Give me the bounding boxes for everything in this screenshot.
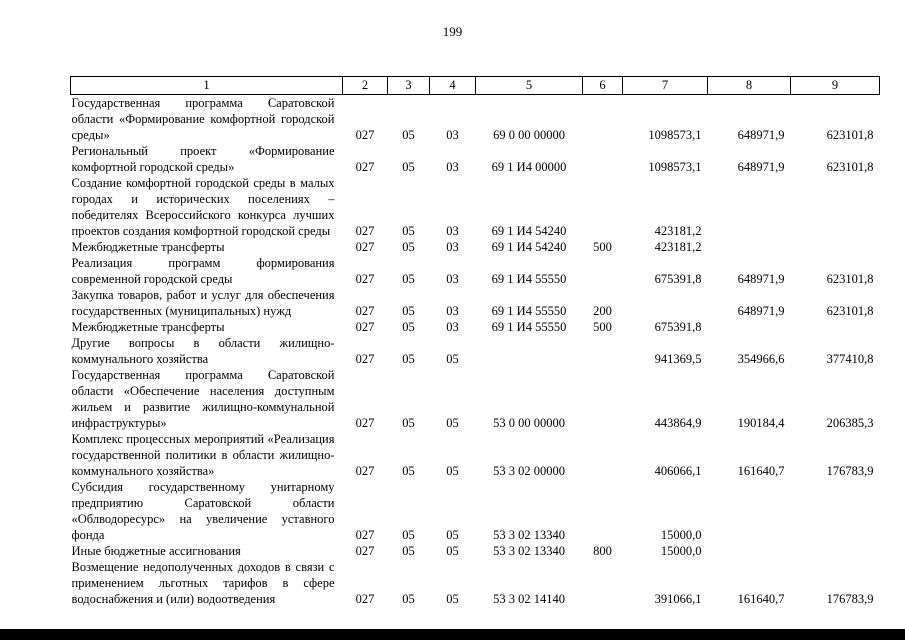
cell-col-7: 423181,2 bbox=[654, 224, 702, 238]
cell-col-4: 03 bbox=[446, 304, 459, 318]
cell-col-3: 05 bbox=[402, 416, 415, 430]
page-number: 199 bbox=[442, 24, 463, 39]
table-row bbox=[71, 239, 880, 255]
cell-col-6 bbox=[583, 367, 623, 431]
cell-col-7: 1098573,1 bbox=[648, 128, 702, 142]
cell-program-name: Государственная программа Саратовской области «Формирование комфортной городской среды» bbox=[71, 96, 335, 142]
cell-col-2: 027 bbox=[355, 224, 375, 238]
cell-col-9 bbox=[791, 543, 880, 559]
budget-table-header bbox=[71, 77, 880, 95]
table-row bbox=[71, 319, 880, 335]
cell-col-4: 03 bbox=[446, 240, 459, 254]
cell-col-4: 05 bbox=[446, 352, 459, 366]
cell-program-name: Реализация программ формирования современной городской среды bbox=[71, 256, 335, 286]
cell-col-3: 05 bbox=[402, 592, 415, 606]
cell-col-9: 623101,8 bbox=[826, 272, 874, 286]
cell-program-name: Межбюджетные трансферты bbox=[71, 240, 225, 254]
budget-table bbox=[70, 76, 880, 607]
cell-col-4: 05 bbox=[446, 464, 459, 478]
cell-col-4: 03 bbox=[446, 128, 459, 142]
cell-col-8: 648971,9 bbox=[737, 272, 785, 286]
cell-program-name: Возмещение недополученных доходов в связи с применением льготных тарифов в сфере водоснабжения и (или) водоотведения bbox=[71, 560, 335, 606]
column-header-4: 4 bbox=[430, 77, 476, 95]
table-row bbox=[71, 255, 880, 287]
cell-col-3: 05 bbox=[402, 352, 415, 366]
cell-col-9: 623101,8 bbox=[826, 128, 874, 142]
cell-col-5: 69 1 И4 54240 bbox=[491, 240, 567, 254]
cell-col-2: 027 bbox=[355, 464, 375, 478]
cell-col-2: 027 bbox=[355, 544, 375, 558]
column-header-9: 9 bbox=[791, 77, 880, 95]
cell-col-8 bbox=[708, 319, 791, 335]
table-row bbox=[71, 559, 880, 607]
cell-col-5: 53 3 02 13340 bbox=[493, 544, 565, 558]
table-row bbox=[71, 143, 880, 175]
cell-col-7: 1098573,1 bbox=[648, 160, 702, 174]
cell-col-7 bbox=[623, 287, 708, 319]
cell-col-4: 05 bbox=[446, 592, 459, 606]
cell-col-6 bbox=[583, 431, 623, 479]
cell-col-9 bbox=[791, 479, 880, 543]
cell-col-9: 623101,8 bbox=[826, 160, 874, 174]
cell-col-8 bbox=[708, 175, 791, 239]
cell-col-3: 05 bbox=[402, 128, 415, 142]
cell-col-8 bbox=[708, 479, 791, 543]
cell-col-3: 05 bbox=[402, 272, 415, 286]
cell-col-2: 027 bbox=[355, 160, 375, 174]
cell-col-6 bbox=[583, 143, 623, 175]
cell-col-3: 05 bbox=[402, 304, 415, 318]
table-row bbox=[71, 479, 880, 543]
cell-col-7: 675391,8 bbox=[654, 272, 702, 286]
cell-col-3: 05 bbox=[402, 320, 415, 334]
cell-program-name: Другие вопросы в области жилищно-коммунального хозяйства bbox=[71, 336, 335, 366]
cell-col-5: 69 1 И4 00000 bbox=[491, 160, 567, 174]
window-bottom-edge bbox=[0, 629, 905, 640]
cell-col-4: 05 bbox=[446, 528, 459, 542]
header-row bbox=[71, 77, 880, 95]
cell-col-6: 800 bbox=[593, 544, 612, 558]
cell-col-8: 354966,6 bbox=[737, 352, 785, 366]
cell-col-5: 69 1 И4 55550 bbox=[491, 304, 567, 318]
cell-col-2: 027 bbox=[355, 304, 375, 318]
cell-program-name: Создание комфортной городской среды в малых городах и исторических поселениях – победителях Всероссийского конкурса лучших проектов создания комфортной городской среды bbox=[71, 176, 335, 238]
cell-col-6 bbox=[583, 479, 623, 543]
cell-col-6 bbox=[583, 559, 623, 607]
cell-col-8: 648971,9 bbox=[737, 128, 785, 142]
cell-col-8: 648971,9 bbox=[737, 304, 785, 318]
cell-col-6 bbox=[583, 175, 623, 239]
cell-col-4: 03 bbox=[446, 160, 459, 174]
cell-col-2: 027 bbox=[355, 320, 375, 334]
cell-col-4: 03 bbox=[446, 320, 459, 334]
cell-col-9: 377410,8 bbox=[826, 352, 874, 366]
cell-col-6 bbox=[583, 95, 623, 144]
cell-col-5: 69 1 И4 54240 bbox=[491, 224, 567, 238]
cell-col-3: 05 bbox=[402, 224, 415, 238]
column-header-8: 8 bbox=[708, 77, 791, 95]
cell-col-5: 53 3 02 00000 bbox=[493, 464, 565, 478]
cell-col-9: 206385,3 bbox=[826, 416, 874, 430]
cell-col-8: 190184,4 bbox=[737, 416, 785, 430]
cell-col-8: 161640,7 bbox=[737, 592, 785, 606]
cell-col-7: 423181,2 bbox=[654, 240, 702, 254]
cell-col-7: 941369,5 bbox=[654, 352, 702, 366]
table-row bbox=[71, 543, 880, 559]
cell-col-7: 406066,1 bbox=[654, 464, 702, 478]
cell-col-5: 69 1 И4 55550 bbox=[491, 272, 567, 286]
cell-col-9 bbox=[791, 239, 880, 255]
cell-col-8 bbox=[708, 239, 791, 255]
cell-col-7: 443864,9 bbox=[654, 416, 702, 430]
cell-program-name: Закупка товаров, работ и услуг для обеспечения государственных (муниципальных) нужд bbox=[71, 288, 335, 318]
cell-col-3: 05 bbox=[402, 544, 415, 558]
cell-col-5: 69 1 И4 55550 bbox=[491, 320, 567, 334]
cell-col-5: 69 0 00 00000 bbox=[493, 128, 565, 142]
cell-col-4: 05 bbox=[446, 544, 459, 558]
column-header-3: 3 bbox=[388, 77, 430, 95]
table-row bbox=[71, 335, 880, 367]
cell-col-7: 15000,0 bbox=[660, 528, 702, 542]
cell-col-6: 500 bbox=[593, 240, 612, 254]
table-row bbox=[71, 431, 880, 479]
cell-col-2: 027 bbox=[355, 128, 375, 142]
cell-col-2: 027 bbox=[355, 352, 375, 366]
table-row bbox=[71, 287, 880, 319]
table-row bbox=[71, 175, 880, 239]
column-header-1: 1 bbox=[71, 77, 343, 95]
cell-col-5: 53 3 02 13340 bbox=[493, 528, 565, 542]
cell-col-2: 027 bbox=[355, 528, 375, 542]
cell-program-name: Государственная программа Саратовской области «Обеспечение населения доступным жильем и развитие жилищно-коммунальной инфраструктуры» bbox=[71, 368, 335, 430]
cell-col-8: 161640,7 bbox=[737, 464, 785, 478]
cell-col-8: 648971,9 bbox=[737, 160, 785, 174]
cell-col-7: 675391,8 bbox=[654, 320, 702, 334]
cell-col-6 bbox=[583, 335, 623, 367]
table-row bbox=[71, 95, 880, 144]
cell-col-5 bbox=[476, 335, 583, 367]
cell-col-7: 15000,0 bbox=[660, 544, 702, 558]
budget-table-body bbox=[71, 95, 880, 608]
column-header-6: 6 bbox=[583, 77, 623, 95]
cell-col-8 bbox=[708, 543, 791, 559]
cell-col-2: 027 bbox=[355, 416, 375, 430]
cell-col-6 bbox=[583, 255, 623, 287]
cell-col-9 bbox=[791, 319, 880, 335]
cell-col-6: 500 bbox=[593, 320, 612, 334]
cell-col-9: 176783,9 bbox=[826, 464, 874, 478]
column-header-2: 2 bbox=[343, 77, 388, 95]
cell-program-name: Межбюджетные трансферты bbox=[71, 320, 225, 334]
column-header-7: 7 bbox=[623, 77, 708, 95]
cell-col-5: 53 3 02 14140 bbox=[493, 592, 565, 606]
cell-col-4: 03 bbox=[446, 272, 459, 286]
cell-col-4: 05 bbox=[446, 416, 459, 430]
column-header-5: 5 bbox=[476, 77, 583, 95]
cell-col-2: 027 bbox=[355, 240, 375, 254]
cell-col-9: 623101,8 bbox=[826, 304, 874, 318]
cell-col-2: 027 bbox=[355, 272, 375, 286]
cell-col-3: 05 bbox=[402, 464, 415, 478]
cell-col-6: 200 bbox=[593, 304, 612, 318]
cell-col-3: 05 bbox=[402, 160, 415, 174]
cell-col-2: 027 bbox=[355, 592, 375, 606]
cell-col-3: 05 bbox=[402, 528, 415, 542]
cell-col-7: 391066,1 bbox=[654, 592, 702, 606]
cell-col-3: 05 bbox=[402, 240, 415, 254]
cell-col-5: 53 0 00 00000 bbox=[493, 416, 565, 430]
cell-col-9: 176783,9 bbox=[826, 592, 874, 606]
cell-col-9 bbox=[791, 175, 880, 239]
cell-program-name: Иные бюджетные ассигнования bbox=[71, 544, 241, 558]
cell-program-name: Комплекс процессных мероприятий «Реализация государственной политики в области жилищно-коммунального хозяйства» bbox=[71, 432, 335, 478]
cell-program-name: Региональный проект «Формирование комфортной городской среды» bbox=[71, 144, 335, 174]
cell-program-name: Субсидия государственному унитарному предприятию Саратовской области «Облводоресурс» на увеличение уставного фонда bbox=[71, 480, 335, 542]
table-row bbox=[71, 367, 880, 431]
cell-col-4: 03 bbox=[446, 224, 459, 238]
